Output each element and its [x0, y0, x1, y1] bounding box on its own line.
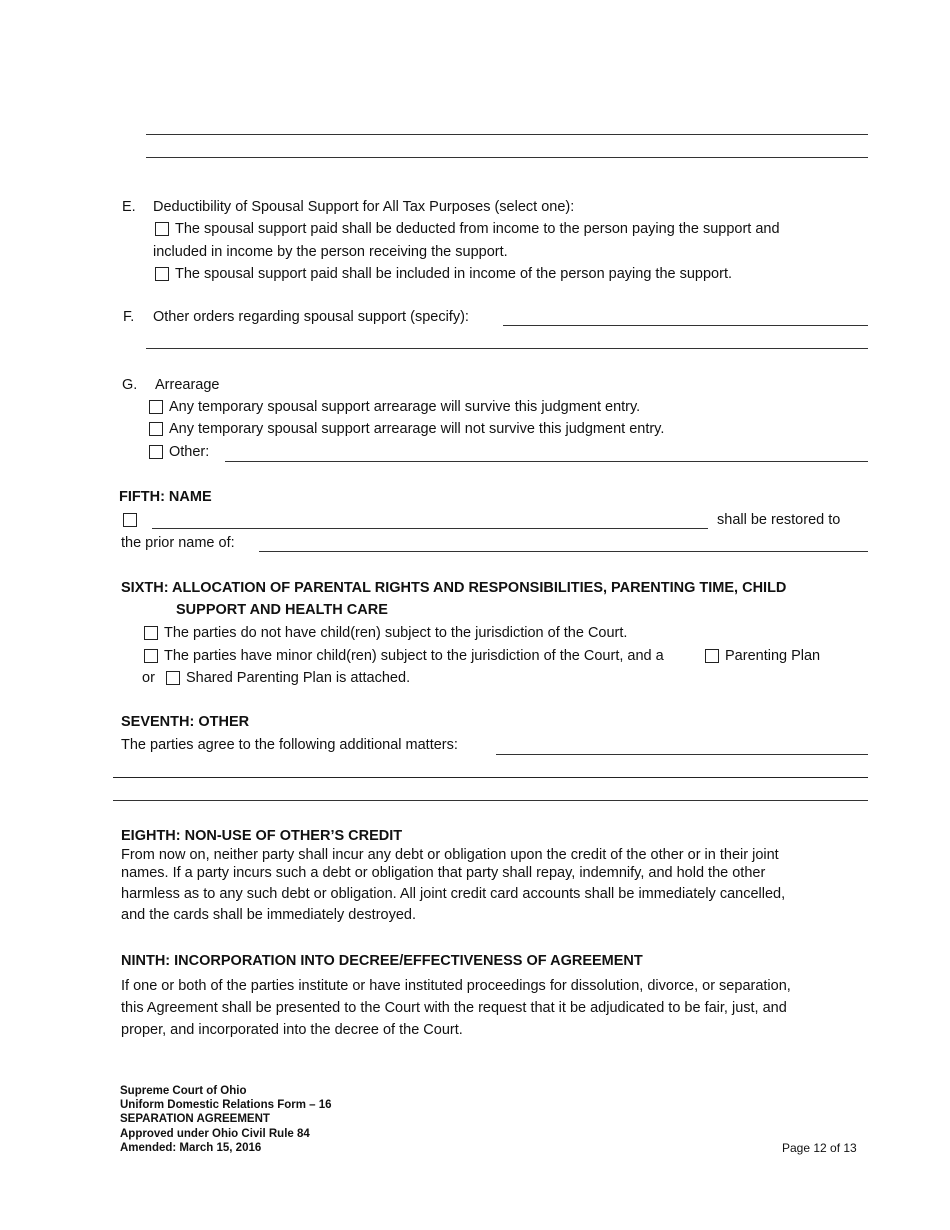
section-f-letter: F.: [123, 309, 135, 325]
seventh-input-line-2[interactable]: [113, 777, 868, 778]
section-g-heading: Arrearage: [155, 377, 220, 393]
section-e-option2-checkbox[interactable]: [155, 267, 169, 281]
section-g-option1-text: Any temporary spousal support arrearage will survive this judgment entry.: [169, 399, 641, 415]
section-g-option2-text: Any temporary spousal support arrearage will not survive this judgment entry.: [169, 421, 665, 437]
ninth-heading: NINTH: INCORPORATION INTO DECREE/EFFECTIVENESS OF AGREEMENT: [121, 953, 643, 969]
section-g-option1-checkbox[interactable]: [149, 400, 163, 414]
eighth-line4: and the cards shall be immediately destroyed.: [121, 907, 416, 923]
fifth-prior-name-label: the prior name of:: [121, 535, 235, 551]
sixth-shared-plan-checkbox[interactable]: [166, 671, 180, 685]
section-f-input-line-2[interactable]: [146, 348, 868, 349]
fifth-heading: FIFTH: NAME: [119, 489, 212, 505]
sixth-option1-text: The parties do not have child(ren) subject to the jurisdiction of the Court.: [164, 625, 628, 641]
ninth-line2: this Agreement shall be presented to the Court with the request that it be adjudicated to be fair, just, and: [121, 1000, 787, 1016]
sixth-shared-plan-text: Shared Parenting Plan is attached.: [186, 670, 411, 686]
fifth-name-checkbox[interactable]: [123, 513, 137, 527]
sixth-parenting-plan-checkbox[interactable]: [705, 649, 719, 663]
eighth-line2: names. If a party incurs such a debt or obligation that party shall repay, indemnify, and hold the other: [121, 865, 766, 881]
eighth-line1: From now on, neither party shall incur any debt or obligation upon the credit of the other or in their joint: [121, 847, 779, 863]
fifth-restored-text: shall be restored to: [717, 512, 841, 528]
section-e-option2-text: The spousal support paid shall be included in income of the person paying the support.: [175, 266, 732, 282]
section-e-option1-text-line1: The spousal support paid shall be deducted from income to the person paying the support and: [175, 221, 780, 237]
footer-form-title: SEPARATION AGREEMENT: [120, 1113, 270, 1126]
form-footer: [120, 1084, 332, 1155]
footer-approval: Approved under Ohio Civil Rule 84: [120, 1127, 310, 1140]
sixth-option2-text: The parties have minor child(ren) subject to the jurisdiction of the Court, and a: [164, 648, 664, 664]
seventh-input-line[interactable]: [496, 754, 868, 755]
section-e-heading: Deductibility of Spousal Support for All Tax Purposes (select one):: [153, 199, 575, 215]
section-g-option3-text: Other:: [169, 444, 210, 460]
blank-line-top-2[interactable]: [146, 157, 868, 158]
section-g-other-input-line[interactable]: [225, 461, 868, 462]
page-number: Page 12 of 13: [782, 1141, 857, 1155]
fifth-prior-name-input-line[interactable]: [259, 551, 868, 552]
eighth-heading: EIGHTH: NON-USE OF OTHER’S CREDIT: [121, 828, 403, 844]
seventh-input-line-3[interactable]: [113, 800, 868, 801]
footer-amended: Amended: March 15, 2016: [120, 1141, 262, 1154]
section-e-option1-checkbox[interactable]: [155, 222, 169, 236]
section-f-label: Other orders regarding spousal support (specify):: [153, 309, 469, 325]
sixth-heading-line2: SUPPORT AND HEALTH CARE: [176, 602, 388, 618]
section-e-option1-text-line2: included in income by the person receiving the support.: [153, 244, 508, 260]
seventh-label: The parties agree to the following additional matters:: [121, 737, 458, 753]
sixth-option2-checkbox[interactable]: [144, 649, 158, 663]
section-g-option3-checkbox[interactable]: [149, 445, 163, 459]
ninth-line1: If one or both of the parties institute or have instituted proceedings for dissolution, divorce, or separation,: [121, 978, 791, 994]
footer-court: Supreme Court of Ohio: [120, 1085, 247, 1097]
section-g-letter: G.: [122, 377, 138, 393]
ninth-paragraph: [121, 975, 791, 1041]
section-e-letter: E.: [122, 199, 136, 215]
ninth-line3: proper, and incorporated into the decree of the Court.: [121, 1022, 463, 1038]
footer-form-number: Uniform Domestic Relations Form – 16: [120, 1099, 332, 1112]
fifth-name-input-line[interactable]: [152, 528, 708, 529]
eighth-line3: harmless as to any such debt or obligation. All joint credit card accounts shall be immediately cancelled,: [121, 886, 786, 902]
section-g-option2-checkbox[interactable]: [149, 422, 163, 436]
eighth-paragraph: [121, 845, 785, 926]
sixth-or-text: or: [142, 670, 155, 686]
sixth-parenting-plan-text: Parenting Plan: [725, 648, 821, 664]
seventh-heading: SEVENTH: OTHER: [121, 714, 250, 730]
sixth-heading-line1: SIXTH: ALLOCATION OF PARENTAL RIGHTS AND RESPONSIBILITIES, PARENTING TIME, CHILD: [121, 580, 787, 596]
blank-line-top-1[interactable]: [146, 134, 868, 135]
sixth-option1-checkbox[interactable]: [144, 626, 158, 640]
section-f-input-line[interactable]: [503, 325, 868, 326]
